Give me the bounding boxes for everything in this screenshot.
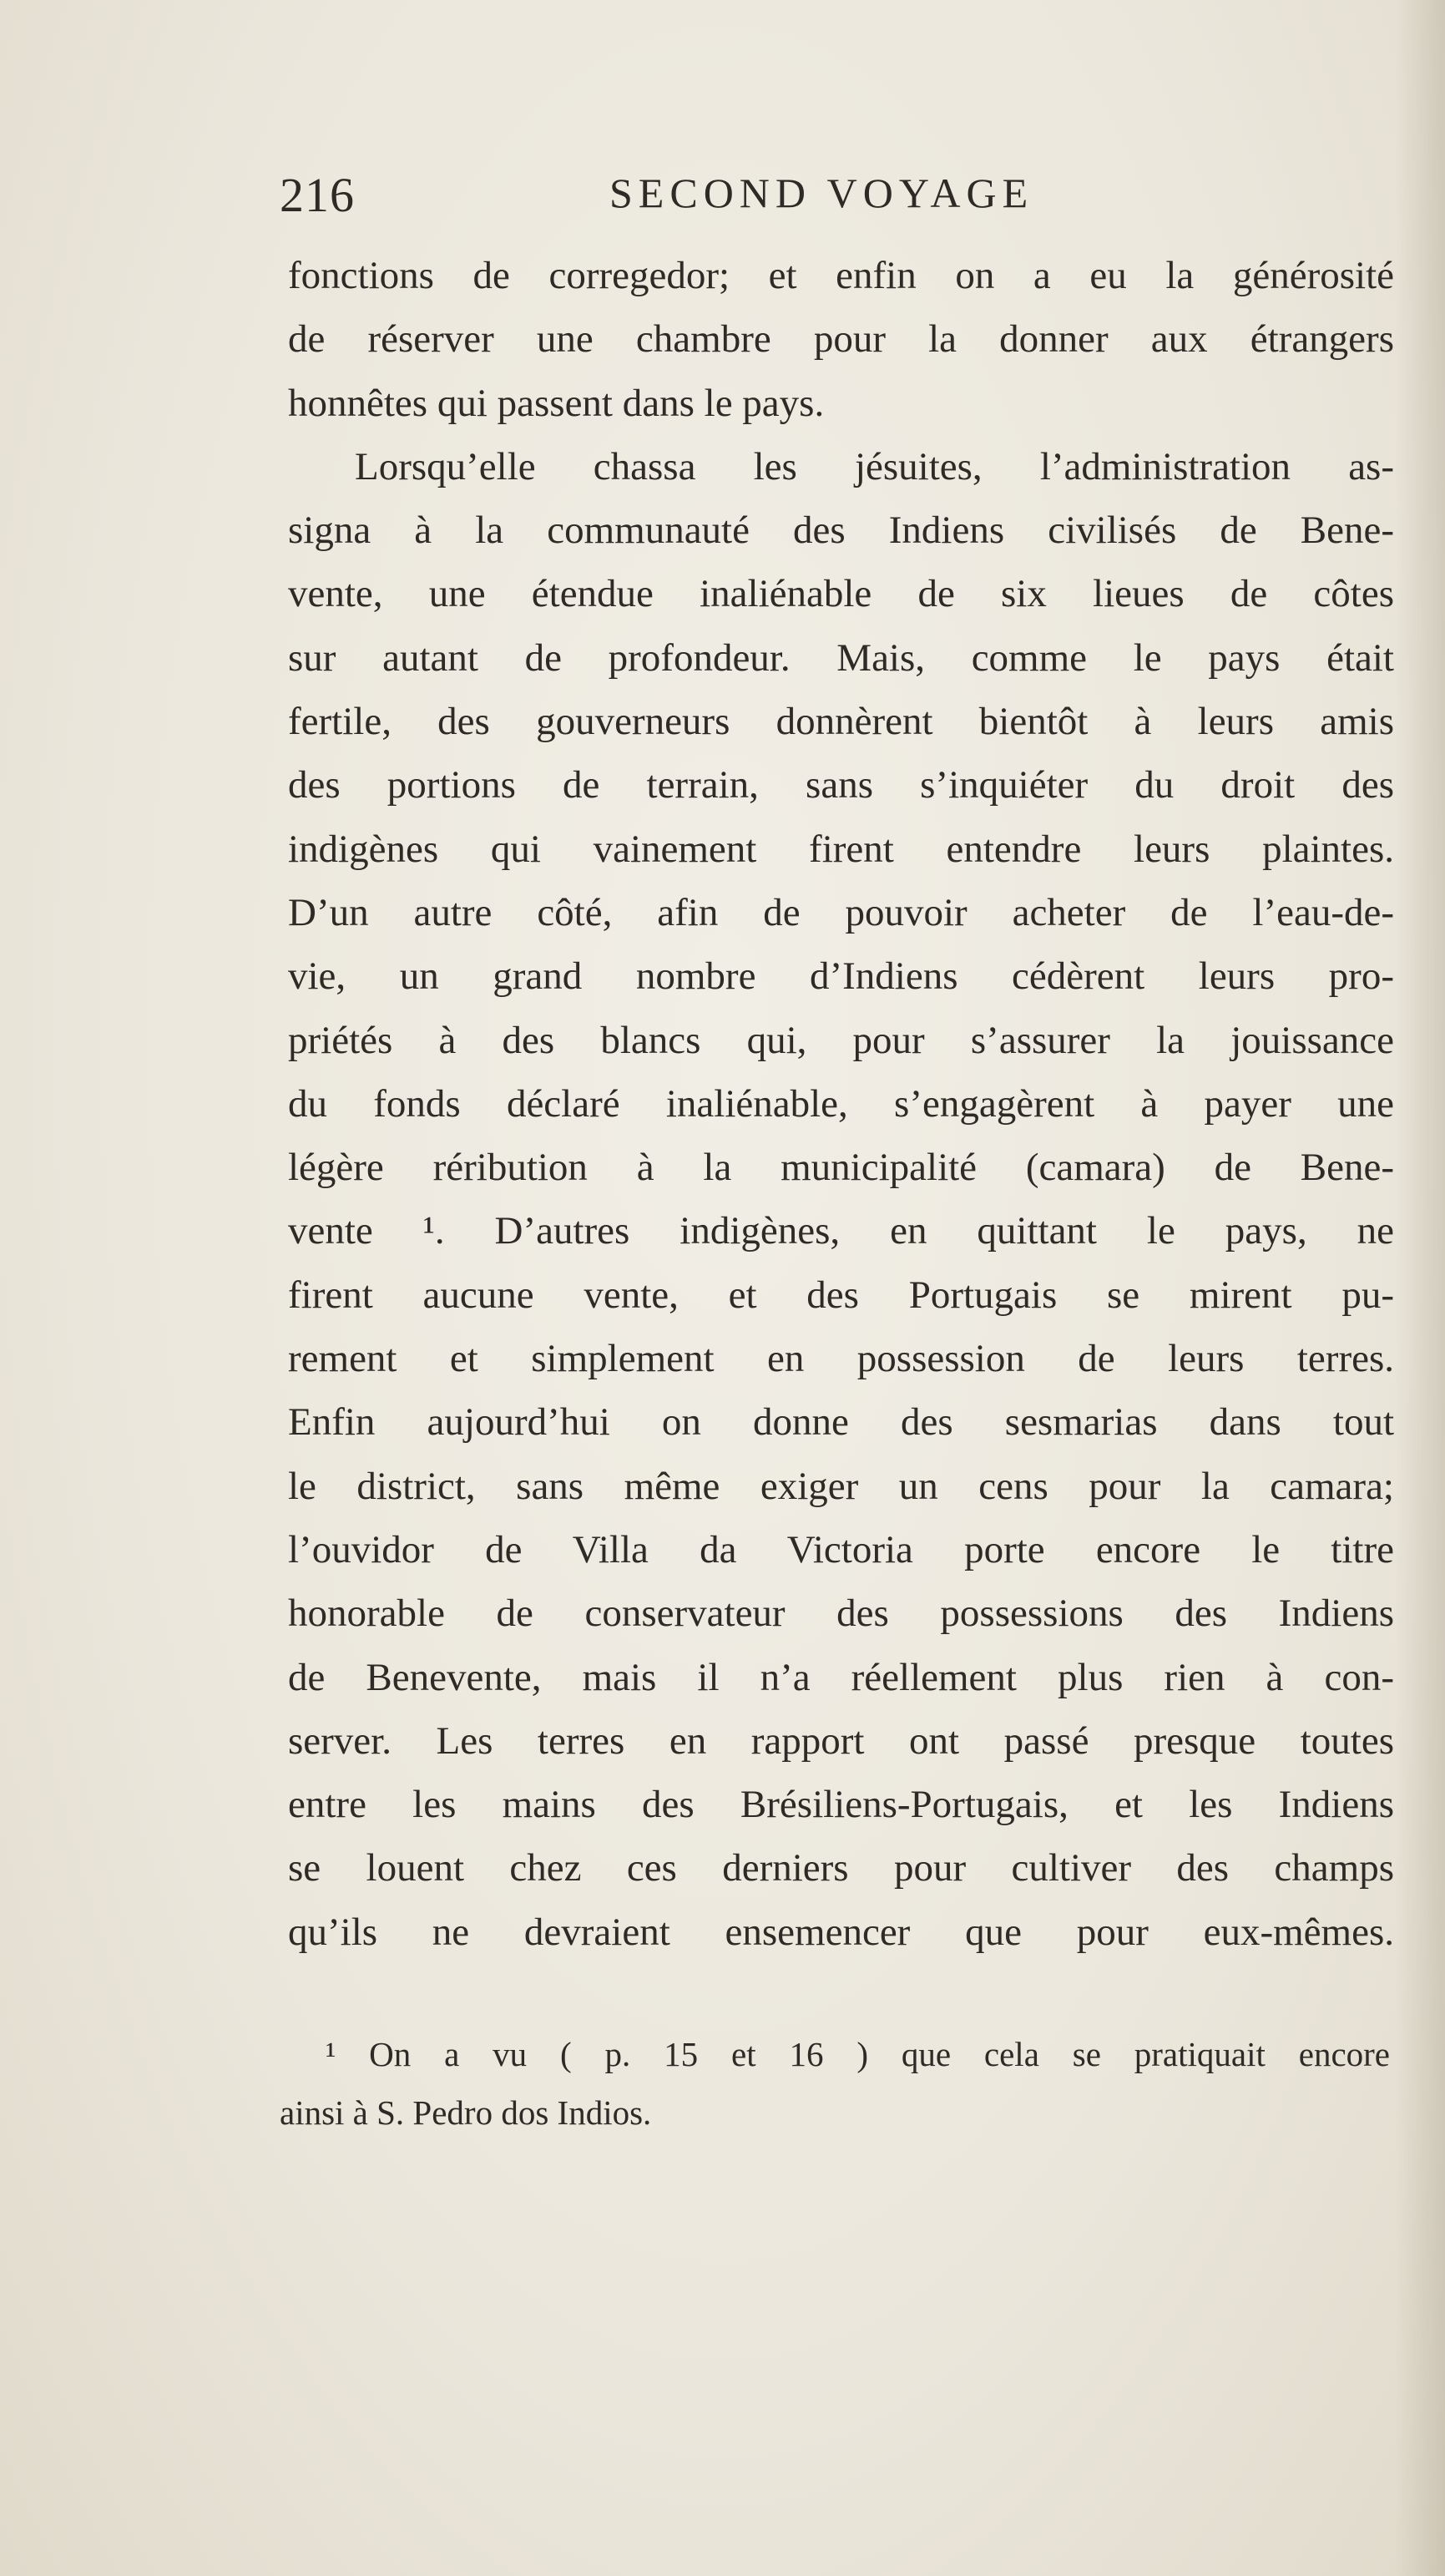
running-head: SECOND VOYAGE <box>609 170 1034 216</box>
text-line: légère réribution à la municipalité (camara) de Bene- <box>288 1146 1394 1190</box>
text-line: se louent chez ces derniers pour cultiver des champs <box>288 1846 1394 1890</box>
text-line: sur autant de profondeur. Mais, comme le pays était <box>288 635 1394 680</box>
text-line: vente, une étendue inaliénable de six lieues de côtes <box>288 572 1394 616</box>
text-line: vente ¹. D’autres indigènes, en quittant le pays, ne <box>288 1209 1394 1253</box>
page-header <box>280 167 1114 234</box>
text-line: du fonds déclaré inaliénable, s’engagèrent à payer une <box>288 1081 1394 1126</box>
page-edge-shadow <box>1395 0 1445 2576</box>
footnote-line: ainsi à S. Pedro dos Indios. <box>280 2093 652 2132</box>
text-line: fertile, des gouverneurs donnèrent bientôt à leurs amis <box>288 700 1394 744</box>
page-number: 216 <box>280 168 355 222</box>
text-line: entre les mains des Brésiliens-Portugais, et les Indiens <box>288 1783 1394 1827</box>
text-line: indigènes qui vainement firent entendre leurs plaintes. <box>288 827 1394 871</box>
footnotes <box>280 2025 1390 2142</box>
text-line: fonctions de corregedor; et enfin on a eu la générosité <box>288 254 1394 297</box>
text-line: le district, sans même exiger un cens pour la camara; <box>288 1464 1394 1508</box>
text-line: honorable de conservateur des possessions des Indiens <box>288 1592 1394 1636</box>
text-line: rement et simplement en possession de leurs terres. <box>288 1337 1394 1381</box>
footnote-line: ¹ On a vu ( p. 15 et 16 ) que cela se pratiquait encore <box>326 2035 1390 2073</box>
text-line: vie, un grand nombre d’Indiens cédèrent leurs pro- <box>288 954 1394 999</box>
text-line: Lorsqu’elle chassa les jésuites, l’administration as- <box>355 444 1394 488</box>
text-line: server. Les terres en rapport ont passé presque toutes <box>288 1718 1394 1763</box>
text-line: signa à la communauté des Indiens civilisés de Bene- <box>288 509 1394 553</box>
text-line: firent aucune vente, et des Portugais se mirent pu- <box>288 1273 1394 1317</box>
text-line: de Benevente, mais il n’a réellement plus rien à con- <box>288 1655 1394 1699</box>
text-line: de réserver une chambre pour la donner aux étrangers <box>288 317 1394 362</box>
text-line: honnêtes qui passent dans le pays. <box>288 381 825 425</box>
text-line: priétés à des blancs qui, pour s’assurer la jouissance <box>288 1018 1394 1062</box>
text-line: des portions de terrain, sans s’inquiéter du droit des <box>288 763 1394 807</box>
text-line: l’ouvidor de Villa da Victoria porte encore le titre <box>288 1527 1394 1571</box>
body-text <box>288 244 1394 1964</box>
text-line: qu’ils ne devraient ensemencer que pour eux-mêmes. <box>288 1910 1394 1954</box>
text-line: D’un autre côté, afin de pouvoir acheter de l’eau-de- <box>288 890 1394 934</box>
text-line: Enfin aujourd’hui on donne des sesmarias dans tout <box>288 1400 1394 1445</box>
